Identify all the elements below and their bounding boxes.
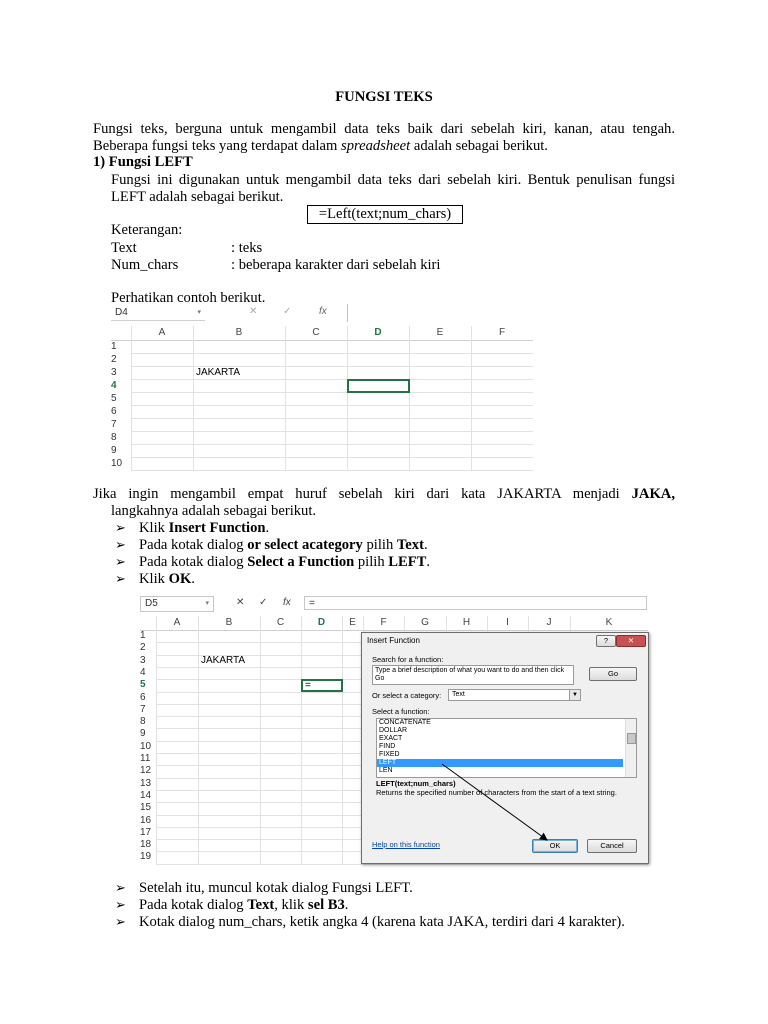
row-header[interactable]: 7 [111,419,117,430]
bullet-arrow-icon: ➢ [115,897,126,912]
grid-line [131,353,533,354]
row-header[interactable]: 18 [140,839,152,851]
formula-box: =Left(text;num_chars) [307,205,463,224]
keterangan-label: Keterangan: [111,222,183,238]
spreadsheet-screenshot-1 [111,304,535,470]
para2-line-2: langkahnya adalah sebagai berikut. [111,503,317,519]
row-header[interactable]: 2 [111,354,117,365]
grid-line [409,326,410,470]
select-function-label: Select a function: [372,707,430,716]
grid-line [193,326,194,470]
column-header[interactable]: E [349,617,356,628]
chevron-down-icon: ▾ [205,600,209,607]
annotation-arrow [140,594,648,862]
function-list-item[interactable]: FIND [379,743,396,750]
row-header[interactable]: 15 [140,802,152,814]
chevron-down-icon: ▾ [197,309,201,316]
example-intro: Perhatikan contoh berikut. [111,290,266,306]
category-label: Or select a category: [372,691,442,700]
step-item: ➢ Klik OK. [115,571,195,587]
chevron-down-icon[interactable]: ▼ [569,689,581,701]
row-header[interactable]: 16 [140,814,152,826]
cancel-button[interactable]: Cancel [587,839,637,853]
row-header[interactable]: 8 [140,716,146,728]
row-header[interactable]: 3 [111,367,117,378]
function-list-item[interactable]: EXACT [379,735,403,742]
grid-line [131,326,132,470]
spreadsheet-screenshot-2 [140,594,648,862]
row-header[interactable]: 6 [111,406,117,417]
row-header[interactable]: 17 [140,826,152,838]
column-header[interactable]: J [546,617,552,628]
grid-line [131,392,533,393]
row-header[interactable]: 14 [140,789,152,801]
bullet-arrow-icon: ➢ [115,880,126,895]
row-header[interactable]: 10 [111,458,123,469]
cell-b3[interactable]: JAKARTA [196,367,241,378]
column-header[interactable]: A [173,617,181,628]
row-header[interactable]: 5 [140,679,146,691]
row-header[interactable]: 9 [111,445,117,456]
param-desc: : teks [231,240,263,256]
grid-line [131,379,533,380]
step-item: ➢ Pada kotak dialog Text, klik sel B3. [115,897,349,913]
cancel-icon: ✕ [249,306,258,317]
bullet-arrow-icon: ➢ [115,520,126,535]
step-item: ➢ Pada kotak dialog or select acategory pilih Text. [115,537,428,553]
step-item: ➢ Setelah itu, muncul kotak dialog Fungsi LEFT. [115,880,413,896]
grid-line [131,470,533,471]
row-header[interactable]: 3 [140,654,146,666]
column-header[interactable]: B [225,617,233,628]
step-item: ➢ Kotak dialog num_chars, ketik angka 4 (karena kata JAKA, terdiri dari 4 karakter). [115,914,625,930]
grid-line [285,326,286,470]
intro-line-2: Beberapa fungsi teks yang terdapat dalam spreadsheet adalah sebagai berikut. [93,138,548,154]
function-description: Returns the specified number of characters from the start of a text string. [376,788,617,797]
bullet-arrow-icon: ➢ [115,914,126,929]
category-select[interactable]: Text [448,689,581,701]
function-list-item[interactable]: CONCATENATE [379,719,431,726]
dialog-title: Insert Function [367,636,420,645]
close-button[interactable]: ✕ [616,635,646,647]
param-desc: : beberapa karakter dari sebelah kiri [231,257,441,273]
grid-line [131,457,533,458]
column-header[interactable]: I [506,617,509,628]
cell-b3[interactable]: JAKARTA [201,654,246,666]
grid-line [471,326,472,470]
section-desc-line-1: Fungsi ini digunakan untuk mengambil data teks dari sebelah kiri. Bentuk penulisan fungsi [111,172,675,188]
grid-line [131,431,533,432]
function-list-item[interactable]: DOLLAR [379,727,408,734]
cancel-icon: ✕ [236,597,245,608]
row-header[interactable]: 4 [140,666,146,678]
column-header[interactable]: H [462,617,471,628]
section-heading: 1) Fungsi LEFT [93,154,193,170]
section-desc-line-2: LEFT adalah sebagai berikut. [111,189,284,205]
intro-line-1: Fungsi teks, berguna untuk mengambil data teks baik dari sebelah kiri, kanan, atau tengah. [93,121,675,137]
row-header[interactable]: 5 [111,393,117,404]
fx-icon: fx [319,306,327,317]
function-signature: LEFT(text;num_chars) [376,779,456,788]
row-header[interactable]: 12 [140,765,152,777]
column-header[interactable]: K [605,617,613,628]
column-header[interactable]: G [421,617,429,628]
grid-line [131,366,533,367]
grid-line [131,405,533,406]
name-box: D4 ▾ [111,306,205,321]
check-icon: ✓ [259,597,268,608]
ribbon-remnant [280,588,340,591]
ok-button[interactable]: OK [532,839,578,853]
row-header[interactable]: 11 [140,753,151,764]
help-link[interactable]: Help on this function [372,840,440,849]
bullet-arrow-icon: ➢ [115,571,126,586]
row-header[interactable]: 1 [111,341,117,352]
help-button[interactable]: ? [596,635,616,647]
name-box: D5 ▾ [140,596,214,612]
column-header[interactable]: B [235,327,243,338]
row-header[interactable]: 1 [140,630,146,641]
search-label: Search for a function: [372,655,444,664]
column-header[interactable]: C [312,327,320,338]
row-header[interactable]: 6 [140,691,146,703]
grid-line [131,418,533,419]
formula-bar-divider [347,304,348,322]
bullet-arrow-icon: ➢ [115,537,126,552]
grid-line [347,326,348,470]
row-header[interactable]: 4 [111,380,117,391]
para2-line-1: Jika ingin mengambil empat huruf sebelah kiri dari kata JAKARTA menjadi JAKA, [93,486,675,502]
selected-cell[interactable] [347,379,410,393]
column-header[interactable]: E [436,327,444,338]
row-header[interactable]: 8 [111,432,117,443]
column-header[interactable]: D [317,617,326,628]
grid-line [131,444,533,445]
go-button[interactable]: Go [589,667,637,681]
row-header[interactable]: 9 [140,728,146,740]
formula-bar: = [304,596,647,610]
row-header[interactable]: 10 [140,740,152,752]
step-item: ➢ Pada kotak dialog Select a Function pilih LEFT. [115,554,431,570]
column-header[interactable]: F [380,617,387,628]
search-input[interactable]: Type a brief description of what you want to do and then click Go [372,665,574,685]
page-title: FUNGSI TEKS [335,89,433,105]
row-header[interactable]: 2 [140,642,146,654]
function-list-item[interactable]: LEN [379,767,393,774]
row-header[interactable]: 7 [140,703,146,715]
header-border [111,340,533,341]
column-header[interactable]: D [374,327,382,338]
column-header[interactable]: A [158,327,166,338]
step-item: ➢ Klik Insert Function. [115,520,270,536]
column-header[interactable]: F [498,327,506,338]
function-list-item[interactable]: LEFT [377,759,623,767]
row-header[interactable]: 13 [140,777,152,789]
param-name: Num_chars [111,257,179,273]
fx-icon: fx [283,597,291,608]
selected-cell[interactable]: = [301,679,343,692]
row-header[interactable]: 19 [140,851,152,863]
check-icon: ✓ [283,306,292,317]
param-name: Text [111,240,137,256]
function-list-item[interactable]: FIXED [379,751,400,758]
column-header[interactable]: C [276,617,285,628]
bullet-arrow-icon: ➢ [115,554,126,569]
